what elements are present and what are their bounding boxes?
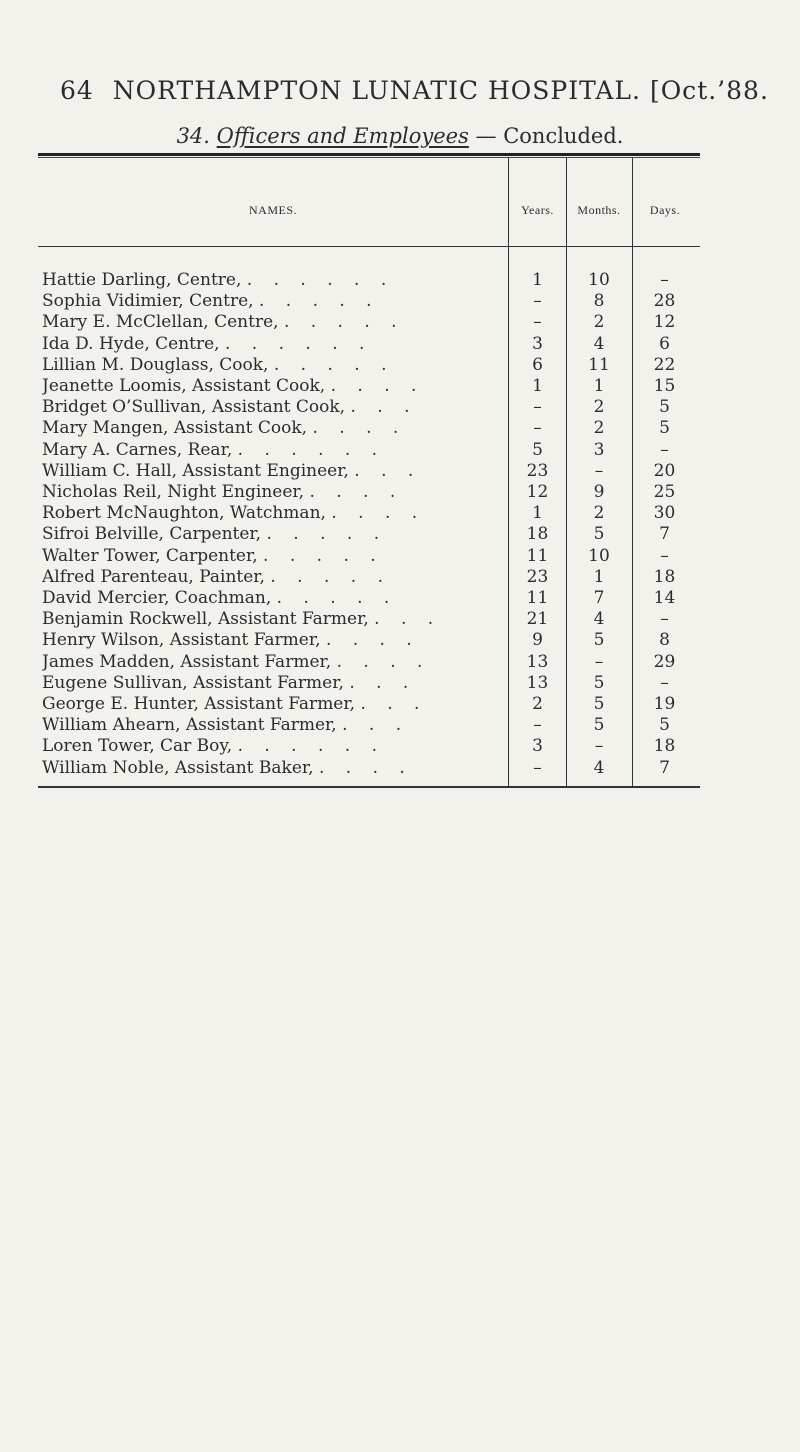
column-header-years: Years.	[521, 203, 554, 217]
months-cell: 1	[593, 376, 605, 396]
running-header	[60, 76, 769, 105]
days-cell: 7	[659, 757, 670, 778]
table-row	[0, 482, 800, 502]
employee-name-text: Nicholas Reil, Night Engineer,	[42, 482, 305, 502]
section-number: 34.	[176, 124, 210, 148]
column-header-days: Days.	[649, 203, 681, 217]
years-cell: 23	[526, 460, 549, 481]
leader-dots: . . . . .	[273, 354, 395, 375]
employee-name-text: Lillian M. Douglass, Cook,	[42, 354, 269, 375]
years-cell: –	[533, 715, 542, 736]
leader-dots: . . . .	[331, 503, 426, 524]
employee-name-text: Eugene Sullivan, Assistant Farmer,	[42, 672, 344, 693]
days-cell: 7	[659, 524, 670, 545]
leader-dots: . . . . . .	[237, 439, 386, 460]
days-cell: 18	[653, 566, 676, 587]
days-cell: 5	[659, 715, 670, 736]
employee-name	[42, 355, 502, 375]
months-cell: 4	[593, 757, 605, 778]
leader-dots: . . . .	[336, 651, 431, 672]
section-title-italic: Officers and Employees	[216, 124, 469, 148]
years-cell: 13	[526, 651, 549, 672]
employee-name-text: Mary Mangen, Assistant Cook,	[42, 418, 308, 439]
employee-name	[42, 715, 502, 735]
employee-name	[42, 397, 502, 417]
table-row	[0, 715, 800, 735]
months-cell: –	[594, 736, 604, 757]
years-cell: –	[533, 418, 542, 439]
table-row	[0, 355, 800, 375]
table-top-rule	[38, 153, 700, 156]
table-row	[0, 609, 800, 629]
days-cell: 14	[653, 588, 676, 608]
table-row	[0, 440, 800, 460]
employee-name-text: Alfred Parenteau, Painter,	[42, 566, 265, 587]
days-cell: 19	[653, 694, 676, 714]
years-cell: 13	[526, 672, 549, 693]
employee-name	[42, 440, 502, 460]
employee-name-text: Hattie Darling, Centre,	[42, 270, 242, 290]
months-cell: 3	[593, 439, 605, 460]
table-row	[0, 630, 800, 650]
employee-name	[42, 546, 502, 566]
table-row	[0, 736, 800, 756]
employee-name	[42, 567, 502, 587]
employee-name	[42, 312, 502, 332]
employee-name-text: Henry Wilson, Assistant Farmer,	[42, 630, 321, 651]
months-cell: –	[594, 460, 604, 481]
leader-dots: . . . .	[312, 418, 407, 439]
employee-name	[42, 694, 502, 714]
employee-name	[42, 524, 502, 544]
employee-name-text: David Mercier, Coachman,	[42, 588, 272, 608]
column-header-names: NAMES.	[248, 203, 297, 217]
leader-dots: . . . . . .	[225, 333, 373, 354]
leader-dots: . . .	[354, 460, 422, 481]
years-cell: 23	[526, 566, 549, 587]
leader-dots: . . . . .	[276, 588, 398, 608]
leader-dots: . . . .	[325, 630, 420, 651]
employee-name-text: Sifroi Belville, Carpenter,	[42, 524, 262, 545]
years-cell: –	[533, 397, 542, 418]
months-cell: 4	[593, 333, 605, 354]
years-cell: –	[533, 312, 542, 333]
page-number: 64	[60, 76, 94, 105]
months-cell: 2	[593, 397, 605, 418]
days-cell: 5	[659, 418, 670, 439]
days-cell: 20	[653, 460, 676, 481]
table-row	[0, 418, 800, 438]
months-cell: 9	[593, 482, 605, 502]
days-cell: 12	[653, 312, 676, 333]
table-row	[0, 270, 800, 290]
months-cell: 10	[588, 545, 610, 566]
years-cell: 1	[532, 503, 543, 524]
table-row	[0, 503, 800, 523]
employee-name-text: William Ahearn, Assistant Farmer,	[42, 715, 337, 736]
months-cell: 4	[593, 609, 605, 630]
employee-name-text: George E. Hunter, Assistant Farmer,	[42, 694, 356, 714]
employee-name-text: Walter Tower, Carpenter,	[42, 545, 258, 566]
days-cell: 5	[659, 397, 670, 418]
employee-name	[42, 609, 502, 629]
employee-name	[42, 652, 502, 672]
years-cell: 1	[532, 270, 543, 290]
table-row	[0, 461, 800, 481]
leader-dots: . . .	[350, 397, 418, 418]
employee-name	[42, 736, 502, 756]
years-cell: 12	[526, 482, 549, 502]
years-cell: 9	[532, 630, 543, 651]
employee-name	[42, 291, 502, 311]
employee-name	[42, 588, 502, 608]
column-header-months: Months.	[577, 203, 621, 217]
months-cell: 5	[593, 630, 605, 651]
employee-name-text: William Noble, Assistant Baker,	[42, 757, 314, 778]
years-cell: 5	[532, 439, 543, 460]
employee-name-text: Bridget O’Sullivan, Assistant Cook,	[42, 397, 346, 418]
employee-name	[42, 758, 502, 778]
leader-dots: . . .	[374, 609, 442, 630]
months-cell: 5	[593, 524, 605, 545]
months-cell: 2	[593, 503, 605, 524]
table-row	[0, 567, 800, 587]
days-cell: 6	[659, 333, 670, 354]
leader-dots: . . . . .	[270, 566, 392, 587]
months-cell: 5	[593, 694, 605, 714]
table-row	[0, 397, 800, 417]
employee-name	[42, 673, 502, 693]
leader-dots: . . . . .	[283, 312, 405, 333]
months-cell: 11	[588, 354, 610, 375]
years-cell: 3	[532, 736, 543, 757]
leader-dots: . . .	[342, 715, 410, 736]
days-cell: –	[660, 439, 669, 460]
leader-dots: . . . . .	[258, 291, 380, 312]
leader-dots: . . . .	[309, 482, 404, 502]
table-row	[0, 673, 800, 693]
table-row	[0, 312, 800, 332]
leader-dots: . . . . .	[263, 545, 384, 566]
employee-name	[42, 376, 502, 396]
employee-name	[42, 630, 502, 650]
months-cell: 2	[593, 312, 605, 333]
employee-name-text: Ida D. Hyde, Centre,	[42, 333, 220, 354]
years-cell: 11	[526, 588, 549, 608]
section-title	[0, 124, 800, 148]
section-title-suffix: — Concluded.	[468, 124, 624, 148]
employee-name	[42, 503, 502, 523]
years-cell: 3	[532, 333, 543, 354]
days-cell: –	[660, 270, 669, 290]
table-row	[0, 524, 800, 544]
employee-name-text: Sophia Vidimier, Centre,	[42, 291, 254, 312]
table-bottom-rule	[38, 786, 700, 788]
days-cell: 18	[653, 736, 676, 757]
days-cell: 28	[653, 291, 676, 312]
employee-name-text: William C. Hall, Assistant Engineer,	[42, 460, 349, 481]
years-cell: 2	[532, 694, 543, 714]
header-title: NORTHAMPTON LUNATIC HOSPITAL.	[112, 76, 641, 105]
employee-name-text: Loren Tower, Car Boy,	[42, 736, 233, 757]
employee-name-text: Jeanette Loomis, Assistant Cook,	[42, 376, 326, 396]
employee-name-text: Robert McNaughton, Watchman,	[42, 503, 326, 524]
days-cell: 30	[653, 503, 676, 524]
employee-name	[42, 418, 502, 438]
years-cell: –	[533, 291, 542, 312]
employee-name	[42, 270, 502, 290]
years-cell: 11	[526, 545, 549, 566]
employee-name-text: Benjamin Rockwell, Assistant Farmer,	[42, 609, 369, 630]
employee-name	[42, 461, 502, 481]
years-cell: 6	[532, 354, 543, 375]
header-date: [Oct.’88.	[649, 76, 769, 105]
years-cell: 21	[526, 609, 549, 630]
leader-dots: . . . . . .	[237, 736, 386, 757]
years-cell: –	[533, 757, 542, 778]
table-top-rule-thin	[38, 157, 700, 158]
leader-dots: . . . . . .	[246, 270, 395, 290]
table-row	[0, 694, 800, 714]
days-cell: 25	[653, 482, 676, 502]
days-cell: 22	[653, 354, 676, 375]
months-cell: 2	[593, 418, 605, 439]
employee-name-text: Mary A. Carnes, Rear,	[42, 439, 233, 460]
days-cell: –	[660, 609, 669, 630]
years-cell: 18	[526, 524, 549, 545]
months-cell: 1	[593, 566, 605, 587]
months-cell: 5	[593, 715, 605, 736]
header-rule	[38, 246, 700, 247]
table-row	[0, 652, 800, 672]
table-row	[0, 588, 800, 608]
table-row	[0, 546, 800, 566]
employee-name-text: Mary E. McClellan, Centre,	[42, 312, 279, 333]
days-cell: 29	[653, 651, 676, 672]
months-cell: 7	[593, 588, 605, 608]
months-cell: 10	[588, 270, 610, 290]
months-cell: 8	[593, 291, 605, 312]
table-row	[0, 758, 800, 778]
leader-dots: . . . . .	[266, 524, 388, 545]
days-cell: –	[660, 545, 669, 566]
leader-dots: . . .	[349, 672, 417, 693]
table-row	[0, 334, 800, 354]
employee-name	[42, 334, 502, 354]
years-cell: 1	[532, 376, 543, 396]
months-cell: 5	[593, 672, 605, 693]
table-row	[0, 376, 800, 396]
days-cell: 8	[659, 630, 670, 651]
employee-name	[42, 482, 502, 502]
days-cell: –	[660, 672, 669, 693]
leader-dots: . . .	[360, 694, 428, 714]
months-cell: –	[594, 651, 604, 672]
leader-dots: . . . .	[330, 376, 425, 396]
days-cell: 15	[653, 376, 676, 396]
leader-dots: . . . .	[318, 757, 413, 778]
table-row	[0, 291, 800, 311]
employee-name-text: James Madden, Assistant Farmer,	[42, 651, 332, 672]
